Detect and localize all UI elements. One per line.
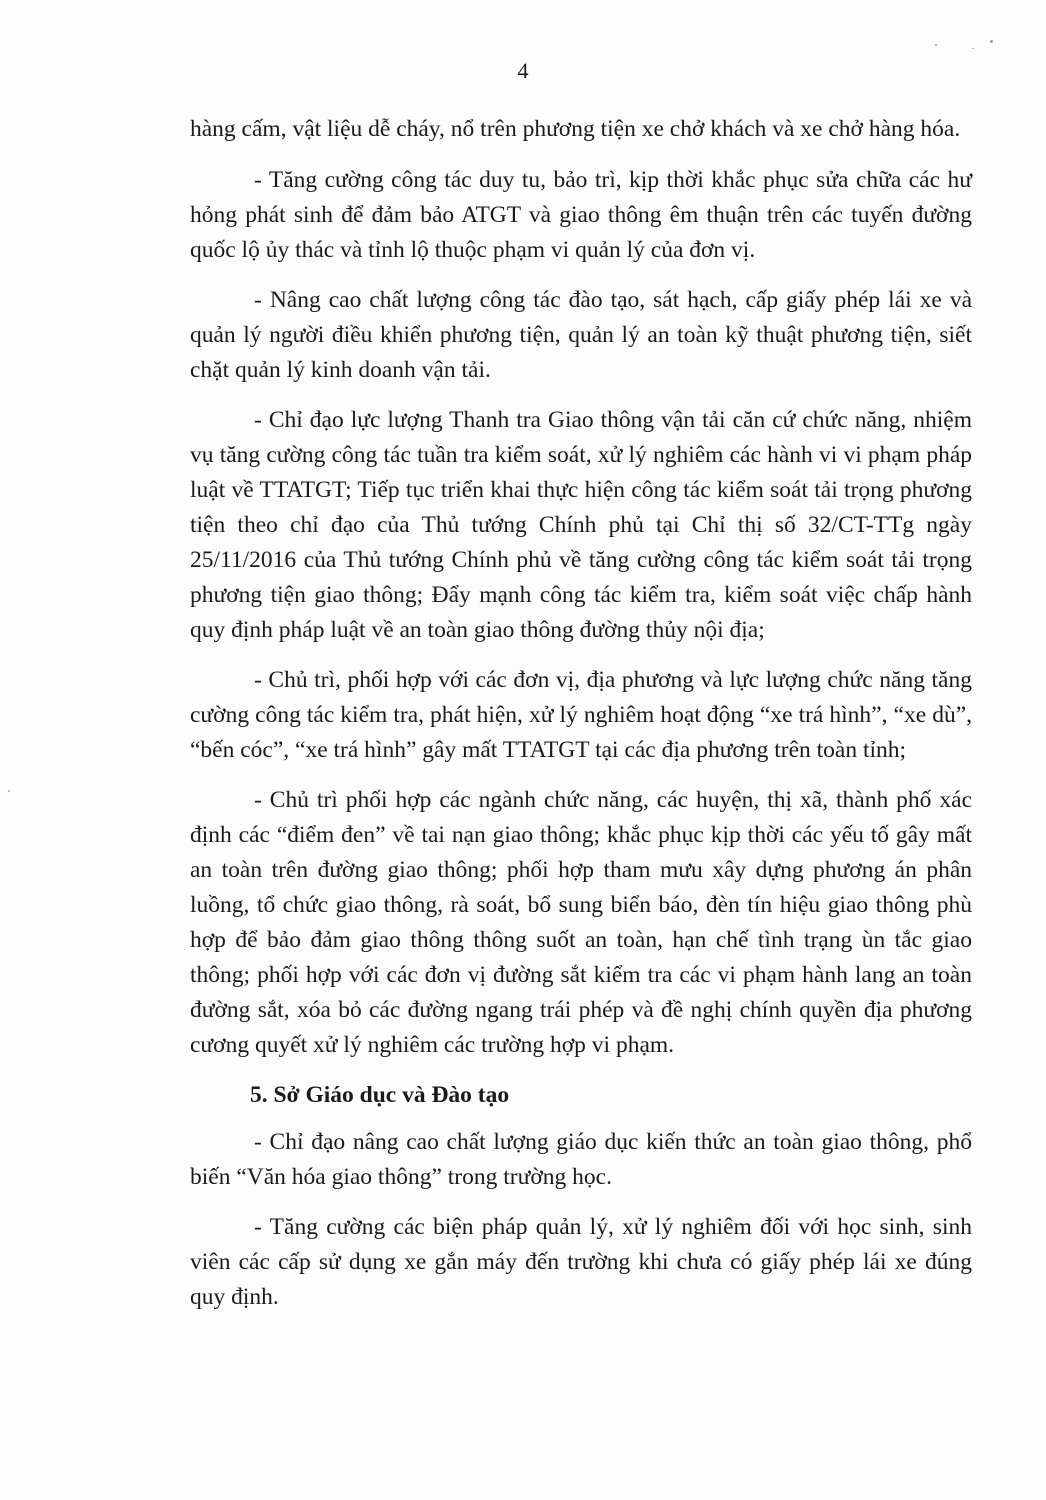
paragraph-continuation: hàng cấm, vật liệu dễ cháy, nổ trên phương tiện xe chở khách và xe chở hàng hóa.: [190, 116, 961, 142]
page-number: 4: [517, 58, 529, 83]
paragraph-maintenance: - Tăng cường công tác duy tu, bảo trì, kịp thời khắc phục sửa chữa các hư hỏng phát sinh để đảm bảo ATGT và giao thông êm thuận trên các tuyến đường quốc lộ ủy thác và tỉnh lộ thuộc phạm vi quản lý của đơn vị.: [190, 167, 972, 263]
paragraph-traffic-culture: - Chỉ đạo nâng cao chất lượng giáo dục kiến thức an toàn giao thông, phổ biến “Văn hóa giao thông” trong trường học.: [190, 1129, 972, 1190]
document-body: [190, 112, 972, 1330]
paragraph-inspection: - Chỉ đạo lực lượng Thanh tra Giao thông vận tải căn cứ chức năng, nhiệm vụ tăng cường công tác tuần tra kiểm soát, xử lý nghiêm các hành vi vi phạm pháp luật về TTATGT; Tiếp tục triển khai thực hiện công tác kiểm soát tải trọng phương tiện theo chỉ đạo của Thủ tướng Chính phủ tại Chỉ thị số 32/CT-TTg ngày 25/11/2016 của Thủ tướng Chính phủ về tăng cường công tác kiểm soát tải trọng phương tiện giao thông; Đẩy mạnh công tác kiểm tra, kiểm soát việc chấp hành quy định pháp luật về an toàn giao thông đường thủy nội địa;: [190, 407, 972, 643]
paragraph-driver-training: - Nâng cao chất lượng công tác đào tạo, sát hạch, cấp giấy phép lái xe và quản lý người điều khiển phương tiện, quản lý an toàn kỹ thuật phương tiện, siết chặt quản lý kinh doanh vận tải.: [190, 287, 972, 383]
scan-speck: [990, 40, 993, 43]
paragraph-student-motorbikes: - Tăng cường các biện pháp quản lý, xử lý nghiêm đối với học sinh, sinh viên các cấp sử dụng xe gắn máy đến trường khi chưa có giấy phép lái xe đúng quy định.: [190, 1214, 972, 1310]
section-heading-education: 5. Sở Giáo dục và Đào tạo: [250, 1082, 510, 1108]
paragraph-black-spots: - Chủ trì phối hợp các ngành chức năng, các huyện, thị xã, thành phố xác định các “điểm đen” về tai nạn giao thông; khắc phục kịp thời các yếu tố gây mất an toàn trên đường giao thông; phối hợp tham mưu xây dựng phương án phân luồng, tổ chức giao thông, rà soát, bổ sung biển báo, đèn tín hiệu giao thông phù hợp để bảo đảm giao thông thông suốt an toàn, hạn chế tình trạng ùn tắc giao thông; phối hợp với các đơn vị đường sắt kiểm tra các vi phạm hành lang an toàn đường sắt, xóa bỏ các đường ngang trái phép và đề nghị chính quyền địa phương cương quyết xử lý nghiêm các trường hợp vi phạm.: [190, 787, 972, 1058]
scan-speck: [935, 44, 937, 46]
paragraph-illegal-transport: - Chủ trì, phối hợp với các đơn vị, địa phương và lực lượng chức năng tăng cường công tác kiểm tra, phát hiện, xử lý nghiêm hoạt động “xe trá hình”, “xe dù”, “bến cóc”, “xe trá hình” gây mất TTATGT tại các địa phương trên toàn tỉnh;: [190, 667, 972, 763]
scan-speck: [8, 790, 10, 792]
scan-speck: [972, 48, 974, 49]
